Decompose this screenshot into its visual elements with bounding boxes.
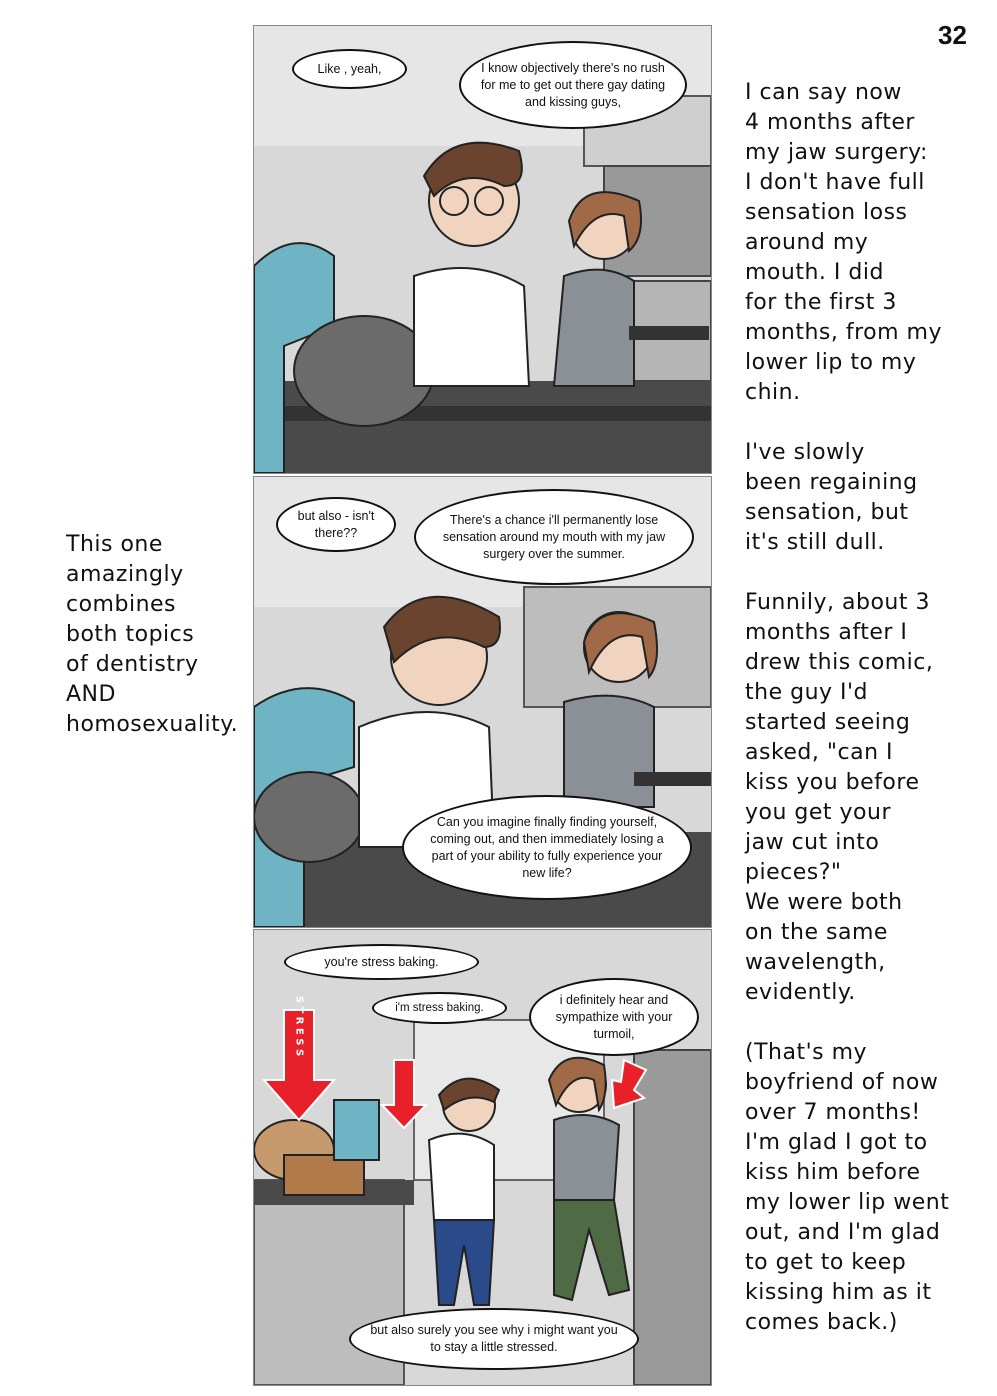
speech-bubble-youre-stress-baking: you're stress baking. (284, 944, 479, 980)
speech-bubble-im-stress-baking: i'm stress baking. (372, 992, 507, 1024)
speech-bubble-imagine: Can you imagine finally finding yourself, coming out, and then immediately losing a part of your ability to fully experience your new life? (402, 795, 692, 900)
speech-bubble-stay-stressed: but also surely you see why i might want you to stay a little stressed. (349, 1308, 639, 1370)
speech-bubble-sympathize: i definitely hear and sympathize with your turmoil, (529, 978, 699, 1056)
comic-panel-3 (253, 929, 712, 1386)
left-margin-note: This one amazingly combines both topics of dentistry AND homosexuality. (66, 532, 239, 737)
speech-bubble-no-rush: I know objectively there's no rush for me to get out there gay dating and kissing guys, (459, 41, 687, 129)
comic-panel-1 (253, 25, 712, 474)
comic-panel-2 (253, 476, 712, 928)
page-number: 32 (938, 20, 967, 50)
right-margin-note: I can say now 4 months after my jaw surgery: I don't have full sensation loss around my mouth. I did for the first 3 months, from my lower lip to my chin. I've slowly been regaining sensation, but it's still dull. Funnily, about 3 months after I drew this comic, the guy I'd started seeing asked, "can I kiss you before you get your jaw cut into pieces?" We were both on the same wavelength, evidently. (That's my boyfriend of now over 7 months! I'm glad I got to kiss him before my lower lip went out, and I'm glad to get to keep kissing him as it comes back.) (745, 80, 950, 1335)
speech-bubble-lose-sensation: There's a chance i'll permanently lose sensation around my mouth with my jaw surgery over the summer. (414, 489, 694, 585)
speech-bubble-but-also: but also - isn't there?? (276, 497, 396, 552)
speech-bubble-like-yeah: Like , yeah, (292, 49, 407, 89)
stress-arrow-label-1: S T R E S S (293, 995, 305, 1057)
